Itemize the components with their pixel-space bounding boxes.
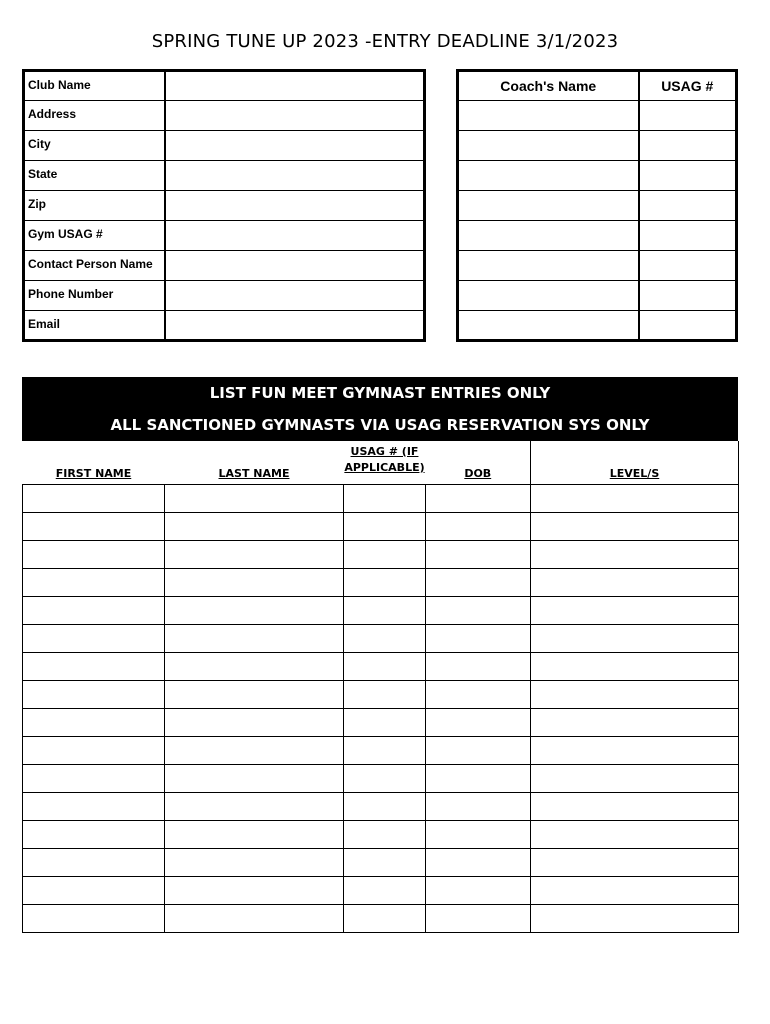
address-field[interactable] bbox=[165, 101, 425, 131]
club-info-row bbox=[24, 251, 425, 281]
level-cell[interactable] bbox=[531, 904, 739, 932]
entry-row bbox=[23, 736, 739, 764]
first-name-cell[interactable] bbox=[23, 820, 165, 848]
first-name-cell[interactable] bbox=[23, 596, 165, 624]
dob-cell[interactable] bbox=[426, 736, 531, 764]
coach-usag-header: USAG # bbox=[639, 71, 737, 101]
club-info-row bbox=[24, 221, 425, 251]
entry-row bbox=[23, 904, 739, 932]
club-info-row bbox=[24, 281, 425, 311]
dob-cell[interactable] bbox=[426, 708, 531, 736]
last-name-cell[interactable] bbox=[165, 848, 344, 876]
last-name-cell[interactable] bbox=[165, 764, 344, 792]
state-label: State bbox=[24, 161, 165, 191]
level-cell[interactable] bbox=[531, 652, 739, 680]
coach-usag-cell[interactable] bbox=[639, 221, 737, 251]
zip-field[interactable] bbox=[165, 191, 425, 221]
usag-cell[interactable] bbox=[344, 484, 426, 512]
usag-cell[interactable] bbox=[344, 848, 426, 876]
entry-row bbox=[23, 680, 739, 708]
city-label: City bbox=[24, 131, 165, 161]
entries-banner bbox=[22, 377, 738, 441]
last-name-cell[interactable] bbox=[165, 680, 344, 708]
gym-usag-label: Gym USAG # bbox=[24, 221, 165, 251]
gym-usag-field[interactable] bbox=[165, 221, 425, 251]
zip-label: Zip bbox=[24, 191, 165, 221]
entries-table bbox=[22, 441, 739, 933]
last-name-cell[interactable] bbox=[165, 652, 344, 680]
club-name-label: Club Name bbox=[24, 71, 165, 101]
entry-row bbox=[23, 792, 739, 820]
level-cell[interactable] bbox=[531, 680, 739, 708]
entry-row bbox=[23, 624, 739, 652]
contact-person-field[interactable] bbox=[165, 251, 425, 281]
coach-usag-cell[interactable] bbox=[639, 161, 737, 191]
coach-row bbox=[458, 191, 737, 221]
last-name-cell[interactable] bbox=[165, 540, 344, 568]
entry-row bbox=[23, 764, 739, 792]
banner-line-2: ALL SANCTIONED GYMNASTS VIA USAG RESERVATION SYS ONLY bbox=[110, 416, 650, 434]
coach-table bbox=[456, 69, 738, 342]
level-cell[interactable] bbox=[531, 876, 739, 904]
usag-cell[interactable] bbox=[344, 568, 426, 596]
entry-row bbox=[23, 540, 739, 568]
last-name-cell[interactable] bbox=[165, 596, 344, 624]
club-name-field[interactable] bbox=[165, 71, 425, 101]
entry-row bbox=[23, 876, 739, 904]
last-name-cell[interactable] bbox=[165, 820, 344, 848]
club-info-table bbox=[22, 69, 426, 342]
dob-cell[interactable] bbox=[426, 624, 531, 652]
coach-name-cell[interactable] bbox=[458, 221, 639, 251]
level-cell[interactable] bbox=[531, 512, 739, 540]
last-name-cell[interactable] bbox=[165, 792, 344, 820]
last-name-cell[interactable] bbox=[165, 876, 344, 904]
level-cell[interactable] bbox=[531, 708, 739, 736]
phone-number-field[interactable] bbox=[165, 281, 425, 311]
coach-name-cell[interactable] bbox=[458, 131, 639, 161]
coach-row bbox=[458, 251, 737, 281]
coach-usag-cell[interactable] bbox=[639, 251, 737, 281]
dob-cell[interactable] bbox=[426, 652, 531, 680]
first-name-cell[interactable] bbox=[23, 736, 165, 764]
dob-cell[interactable] bbox=[426, 848, 531, 876]
usag-cell[interactable] bbox=[344, 680, 426, 708]
first-name-cell[interactable] bbox=[23, 708, 165, 736]
usag-cell[interactable] bbox=[344, 820, 426, 848]
coach-name-cell[interactable] bbox=[458, 191, 639, 221]
state-field[interactable] bbox=[165, 161, 425, 191]
address-label: Address bbox=[24, 101, 165, 131]
first-name-cell[interactable] bbox=[23, 568, 165, 596]
coach-header-row bbox=[458, 71, 737, 101]
coach-name-cell[interactable] bbox=[458, 161, 639, 191]
dob-cell[interactable] bbox=[426, 820, 531, 848]
last-name-cell[interactable] bbox=[165, 708, 344, 736]
entries-header-row bbox=[23, 441, 739, 484]
dob-cell[interactable] bbox=[426, 484, 531, 512]
first-name-header: FIRST NAME bbox=[55, 466, 132, 480]
coach-row bbox=[458, 221, 737, 251]
city-field[interactable] bbox=[165, 131, 425, 161]
coach-row bbox=[458, 161, 737, 191]
dob-cell[interactable] bbox=[426, 680, 531, 708]
coach-usag-cell[interactable] bbox=[639, 281, 737, 311]
coach-usag-cell[interactable] bbox=[639, 311, 737, 341]
level-cell[interactable] bbox=[531, 596, 739, 624]
banner-line-1: LIST FUN MEET GYMNAST ENTRIES ONLY bbox=[209, 384, 551, 402]
contact-person-label: Contact Person Name bbox=[24, 251, 165, 281]
first-name-cell[interactable] bbox=[23, 512, 165, 540]
dob-cell[interactable] bbox=[426, 904, 531, 932]
level-cell[interactable] bbox=[531, 540, 739, 568]
level-cell[interactable] bbox=[531, 624, 739, 652]
usag-cell[interactable] bbox=[344, 624, 426, 652]
dob-cell[interactable] bbox=[426, 596, 531, 624]
coach-name-cell[interactable] bbox=[458, 251, 639, 281]
entry-row bbox=[23, 596, 739, 624]
usag-header-line-1: USAG # (IF bbox=[350, 444, 419, 458]
entries-rows bbox=[23, 484, 739, 932]
last-name-cell[interactable] bbox=[165, 736, 344, 764]
level-cell[interactable] bbox=[531, 484, 739, 512]
coach-name-cell[interactable] bbox=[458, 311, 639, 341]
dob-cell[interactable] bbox=[426, 876, 531, 904]
dob-cell[interactable] bbox=[426, 568, 531, 596]
first-name-cell[interactable] bbox=[23, 680, 165, 708]
entry-row bbox=[23, 708, 739, 736]
coach-usag-cell[interactable] bbox=[639, 101, 737, 131]
level-header: LEVEL/S bbox=[531, 441, 739, 484]
last-name-cell[interactable] bbox=[165, 512, 344, 540]
first-name-cell[interactable] bbox=[23, 904, 165, 932]
coach-row bbox=[458, 131, 737, 161]
first-name-cell[interactable] bbox=[23, 848, 165, 876]
usag-header bbox=[344, 441, 426, 484]
level-cell[interactable] bbox=[531, 820, 739, 848]
phone-number-label: Phone Number bbox=[24, 281, 165, 311]
club-info-row bbox=[24, 71, 425, 101]
dob-header: DOB bbox=[464, 466, 492, 480]
usag-cell[interactable] bbox=[344, 708, 426, 736]
entry-row bbox=[23, 484, 739, 512]
first-name-cell[interactable] bbox=[23, 540, 165, 568]
usag-cell[interactable] bbox=[344, 540, 426, 568]
entry-row bbox=[23, 820, 739, 848]
club-info-row bbox=[24, 311, 425, 341]
first-name-cell[interactable] bbox=[23, 792, 165, 820]
first-name-cell[interactable] bbox=[23, 624, 165, 652]
entry-row bbox=[23, 652, 739, 680]
usag-cell[interactable] bbox=[344, 596, 426, 624]
usag-cell[interactable] bbox=[344, 792, 426, 820]
usag-cell[interactable] bbox=[344, 764, 426, 792]
dob-cell[interactable] bbox=[426, 764, 531, 792]
usag-cell[interactable] bbox=[344, 736, 426, 764]
coach-usag-cell[interactable] bbox=[639, 131, 737, 161]
coach-name-header: Coach's Name bbox=[458, 71, 639, 101]
email-label: Email bbox=[24, 311, 165, 341]
coach-row bbox=[458, 101, 737, 131]
last-name-cell[interactable] bbox=[165, 904, 344, 932]
club-info-row bbox=[24, 161, 425, 191]
usag-cell[interactable] bbox=[344, 512, 426, 540]
first-name-cell[interactable] bbox=[23, 764, 165, 792]
usag-cell[interactable] bbox=[344, 652, 426, 680]
usag-header-line-2: APPLICABLE) bbox=[344, 460, 425, 474]
entry-row bbox=[23, 512, 739, 540]
entry-row bbox=[23, 568, 739, 596]
page-title: SPRING TUNE UP 2023 -ENTRY DEADLINE 3/1/2023 bbox=[151, 31, 619, 52]
level-cell[interactable] bbox=[531, 848, 739, 876]
level-cell[interactable] bbox=[531, 568, 739, 596]
coach-usag-cell[interactable] bbox=[639, 191, 737, 221]
dob-cell[interactable] bbox=[426, 540, 531, 568]
dob-cell[interactable] bbox=[426, 792, 531, 820]
first-name-cell[interactable] bbox=[23, 484, 165, 512]
coach-rows bbox=[458, 101, 737, 341]
first-name-cell[interactable] bbox=[23, 652, 165, 680]
club-info-row bbox=[24, 101, 425, 131]
first-name-cell[interactable] bbox=[23, 876, 165, 904]
level-cell[interactable] bbox=[531, 792, 739, 820]
last-name-header: LAST NAME bbox=[218, 466, 290, 480]
level-cell[interactable] bbox=[531, 764, 739, 792]
usag-cell[interactable] bbox=[344, 876, 426, 904]
level-cell[interactable] bbox=[531, 736, 739, 764]
coach-name-cell[interactable] bbox=[458, 281, 639, 311]
coach-row bbox=[458, 311, 737, 341]
coach-name-cell[interactable] bbox=[458, 101, 639, 131]
usag-cell[interactable] bbox=[344, 904, 426, 932]
dob-cell[interactable] bbox=[426, 512, 531, 540]
last-name-cell[interactable] bbox=[165, 484, 344, 512]
club-info-row bbox=[24, 191, 425, 221]
last-name-cell[interactable] bbox=[165, 624, 344, 652]
email-field[interactable] bbox=[165, 311, 425, 341]
coach-row bbox=[458, 281, 737, 311]
club-info-row bbox=[24, 131, 425, 161]
entry-row bbox=[23, 848, 739, 876]
last-name-cell[interactable] bbox=[165, 568, 344, 596]
